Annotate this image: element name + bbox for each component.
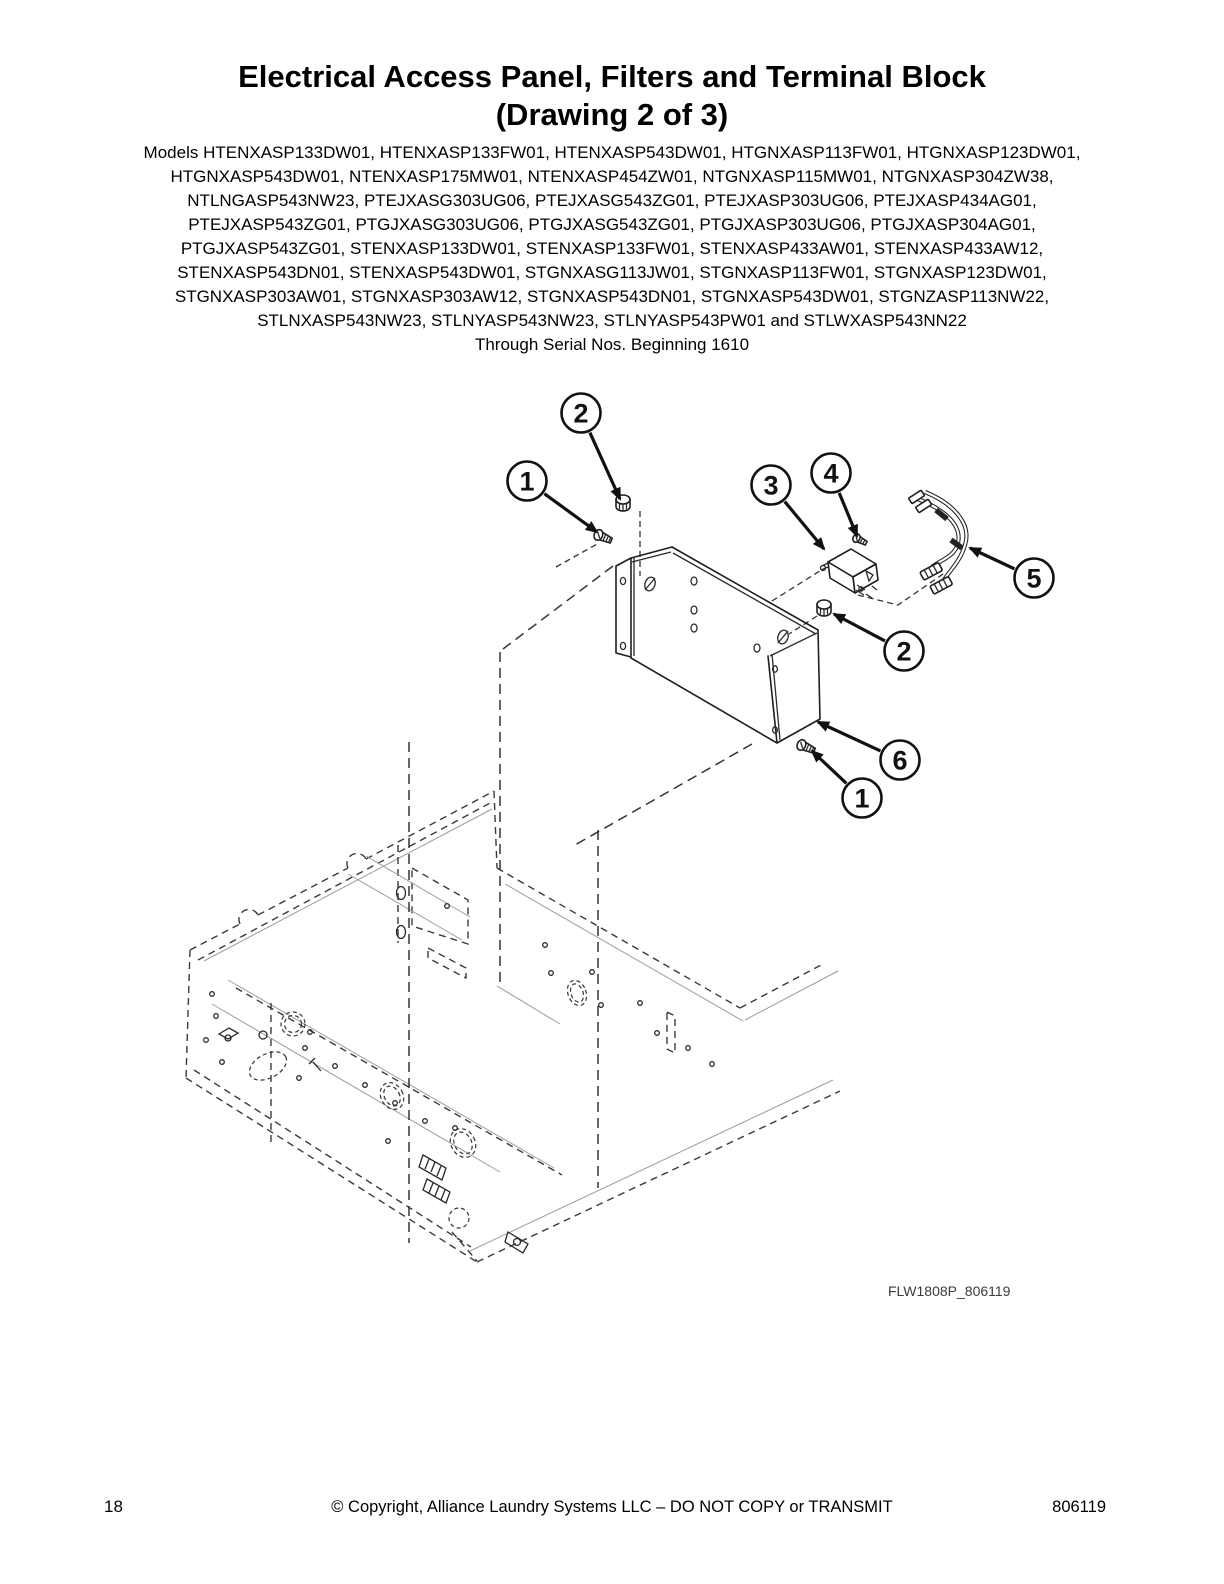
callout-arrow bbox=[970, 548, 1015, 569]
page-title: Electrical Access Panel, Filters and Terminal Block bbox=[238, 59, 986, 94]
callout-arrow bbox=[839, 493, 857, 536]
access-panel-bracket bbox=[616, 547, 820, 743]
page-footer bbox=[0, 1497, 1224, 1523]
callout-arrow bbox=[834, 614, 885, 641]
cabinet-base-outline bbox=[186, 791, 840, 1262]
callout-5 bbox=[970, 548, 1054, 598]
model-list-line: STLNXASP543NW23, STLNYASP543NW23, STLNYASP543PW01 and STLWXASP543NN22 bbox=[257, 311, 967, 330]
terminal-slots bbox=[419, 1155, 450, 1203]
model-list-line: STGNXASP303AW01, STGNXASP303AW12, STGNXASP543DN01, STGNXASP543DW01, STGNZASP113NW22, bbox=[174, 287, 1050, 306]
callout-arrow bbox=[544, 494, 597, 532]
push-nut-item2-lower bbox=[817, 600, 831, 616]
callout-layer bbox=[508, 394, 1054, 818]
page-subtitle: (Drawing 2 of 3) bbox=[495, 97, 729, 132]
callout-4 bbox=[812, 454, 858, 537]
doc-number: 806119 bbox=[1052, 1498, 1106, 1516]
callout-2 bbox=[834, 614, 924, 671]
model-list-line: NTLNGASP543NW23, PTEJXASG303UG06, PTEJXASG543ZG01, PTEJXASP303UG06, PTEJXASP434AG01, bbox=[187, 191, 1037, 210]
callout-number: 2 bbox=[573, 398, 589, 429]
callout-number: 1 bbox=[519, 466, 535, 497]
callout-arrow bbox=[818, 722, 880, 751]
leader-lines bbox=[409, 566, 752, 1243]
wire-harness bbox=[908, 490, 966, 594]
callout-number: 4 bbox=[823, 458, 839, 489]
callout-arrow bbox=[785, 502, 824, 549]
model-list-line: Through Serial Nos. Beginning 1610 bbox=[474, 335, 750, 354]
rfi-filter bbox=[821, 549, 879, 598]
callout-2 bbox=[562, 394, 621, 500]
callout-1 bbox=[812, 751, 882, 818]
callout-number: 1 bbox=[854, 783, 870, 814]
footer-copyright: © Copyright, Alliance Laundry Systems LLC – DO NOT COPY or TRANSMIT bbox=[331, 1498, 893, 1516]
callout-arrow bbox=[590, 433, 620, 499]
figure-code: FLW1808P_806119 bbox=[888, 1283, 1011, 1299]
model-list-line: PTEJXASP543ZG01, PTGJXASG303UG06, PTGJXASG543ZG01, PTGJXASP303UG06, PTGJXASP304AG01, bbox=[188, 215, 1036, 234]
model-list-line: Models HTENXASP133DW01, HTENXASP133FW01, HTENXASP543DW01, HTGNXASP113FW01, HTGNXASP123DW01, bbox=[143, 143, 1081, 162]
model-list-line: STENXASP543DN01, STENXASP543DW01, STGNXASG113JW01, STGNXASP113FW01, STGNXASP123DW01, bbox=[177, 263, 1047, 282]
screw-item4 bbox=[851, 533, 868, 548]
callout-number: 5 bbox=[1026, 563, 1042, 594]
callout-1 bbox=[508, 462, 598, 533]
callout-arrow bbox=[812, 751, 846, 783]
hardware-alignment-dashes bbox=[556, 511, 946, 634]
page-number: 18 bbox=[104, 1497, 123, 1516]
callout-number: 2 bbox=[896, 636, 912, 667]
callout-number: 3 bbox=[763, 470, 779, 501]
model-list-line: HTGNXASP543DW01, NTENXASP175MW01, NTENXASP454ZW01, NTGNXASP115MW01, NTGNXASP304ZW38, bbox=[170, 167, 1054, 186]
model-list-line: PTGJXASP543ZG01, STENXASP133DW01, STENXASP133FW01, STENXASP433AW01, STENXASP433AW12, bbox=[180, 239, 1044, 258]
cabinet-floor-holes bbox=[204, 904, 715, 1261]
callout-number: 6 bbox=[892, 745, 908, 776]
